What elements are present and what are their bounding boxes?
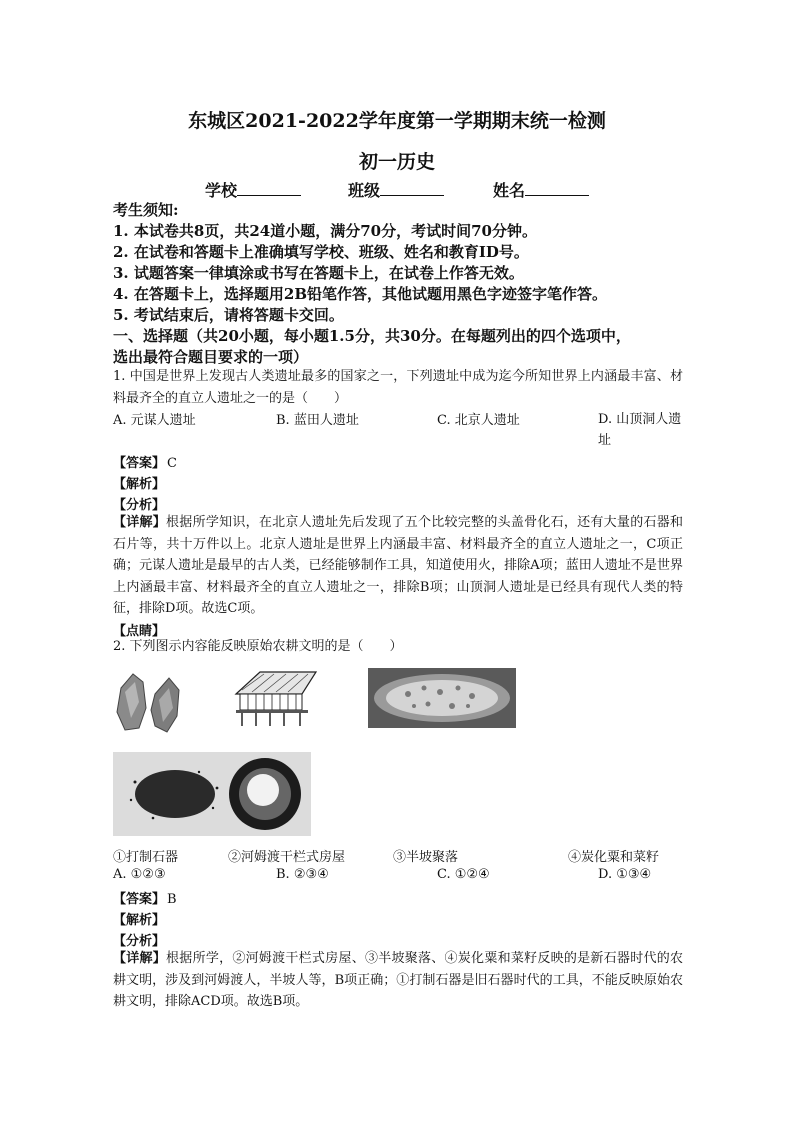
q2-caption-4: ④炭化粟和菜籽 — [568, 850, 660, 865]
q1-detail — [113, 512, 683, 620]
q1-option-a: A. 元谋人遗址 — [113, 413, 196, 428]
exam-title: 东城区2021-2022学年度第一学期期末统一检测 — [188, 110, 606, 132]
answer-value: B — [167, 892, 177, 907]
q2-stem: 2. 下列图示内容能反映原始农耕文明的是（ ） — [113, 639, 403, 654]
section-heading: 一、选择题（共20小题，每小题1.5分，共30分。在每题列出的四个选项中， — [113, 327, 631, 345]
q2-detail — [113, 948, 683, 1013]
notice-heading: 考生须知: — [113, 201, 179, 219]
answer-value: C — [167, 456, 177, 471]
stilt-house-image — [230, 668, 322, 728]
notice-item: 4. 在答题卡上，选择题用2B铅笔作答，其他试题用黑色字迹签字笔作答。 — [113, 285, 607, 303]
class-field — [348, 178, 444, 201]
notice-item: 5. 考试结束后，请将答题卡交回。 — [113, 306, 344, 324]
q1-option-b: B. 蓝田人遗址 — [276, 413, 359, 428]
millet-pile — [135, 770, 215, 818]
house-roof — [236, 672, 316, 694]
q2-caption-2: ②河姆渡干栏式房屋 — [228, 850, 346, 865]
detail-text: 根据所学，②河姆渡干栏式房屋、③半坡聚落、④炭化粟和菜籽反映的是新石器时代的农耕文明，涉及到河姆渡人，半坡人等，B项正确；①打制石器是旧石器时代的工具，不能反映原始农耕文明，排除ACD项。故选B项。 — [113, 951, 683, 1009]
q1-stem: 1. 中国是世界上发现古人类遗址最多的国家之一，下列遗址中成为迄今所知世界上内涵最丰富、材料最齐全的直立人遗址之一的是（ ） — [113, 369, 683, 406]
q1-answer — [113, 452, 177, 471]
q2-caption-1: ①打制石器 — [113, 850, 179, 865]
detail-label: 【详解】 — [113, 515, 167, 530]
house-stilts — [242, 713, 300, 726]
stone-tools-image — [113, 668, 188, 738]
q1-fenxi-label: 【分析】 — [113, 498, 166, 513]
name-field — [493, 178, 589, 201]
house-wall — [240, 694, 302, 710]
name-label: 姓名 — [493, 181, 526, 200]
answer-label: 【答案】 — [113, 892, 166, 907]
millet-seeds-image — [113, 752, 311, 836]
name-blank — [525, 181, 589, 196]
settlement-center — [386, 680, 498, 716]
q1-jiexi-label: 【解析】 — [113, 477, 166, 492]
house-platform — [236, 710, 308, 713]
q2-option-c: C. ①②④ — [437, 867, 490, 882]
q1-dianjing-label: 【点睛】 — [113, 624, 166, 639]
q2-answer — [113, 888, 177, 907]
detail-text: 根据所学知识，在北京人遗址先后发现了五个比较完整的头盖骨化石，还有大量的石器和石片等，共十万件以上。北京人遗址是世界上内涵最丰富、材料最齐全的直立人遗址之一，C项正确；元谋人遗址是最早的古人类，已经能够制作工具，知道使用火，排除A项；蓝田人遗址不是世界上内涵最丰富、材料最齐全的直立人遗址之一，排除B项；山顶洞人遗址是已经具有现代人类的特征，排除D项。故选C项。 — [113, 515, 683, 616]
school-field — [205, 178, 301, 201]
answer-label: 【答案】 — [113, 456, 166, 471]
banpo-settlement-image — [368, 668, 516, 728]
q2-option-a: A. ①②③ — [113, 867, 166, 882]
school-blank — [237, 181, 301, 196]
class-blank — [380, 181, 444, 196]
class-label: 班级 — [348, 181, 381, 200]
q1-option-c: C. 北京人遗址 — [437, 413, 520, 428]
notice-item: 1. 本试卷共8页，共24道小题，满分70分，考试时间70分钟。 — [113, 222, 537, 240]
subject-title: 初一历史 — [358, 151, 435, 173]
notice-item: 2. 在试卷和答题卡上准确填写学校、班级、姓名和教育ID号。 — [113, 243, 529, 261]
section-heading-cont: 选出最符合题目要求的一项） — [113, 348, 309, 366]
q1-option-d: D. 山顶洞人遗址 — [598, 412, 682, 448]
notice-item: 3. 试题答案一律填涂或书写在答题卡上，在试卷上作答无效。 — [113, 264, 524, 282]
school-label: 学校 — [205, 181, 238, 200]
q2-jiexi-label: 【解析】 — [113, 913, 166, 928]
seed-highlight — [247, 774, 279, 806]
q2-fenxi-label: 【分析】 — [113, 934, 166, 949]
detail-label: 【详解】 — [113, 951, 167, 966]
q2-option-b: B. ②③④ — [276, 867, 329, 882]
q2-caption-3: ③半坡聚落 — [393, 850, 459, 865]
q2-option-d: D. ①③④ — [598, 867, 652, 882]
